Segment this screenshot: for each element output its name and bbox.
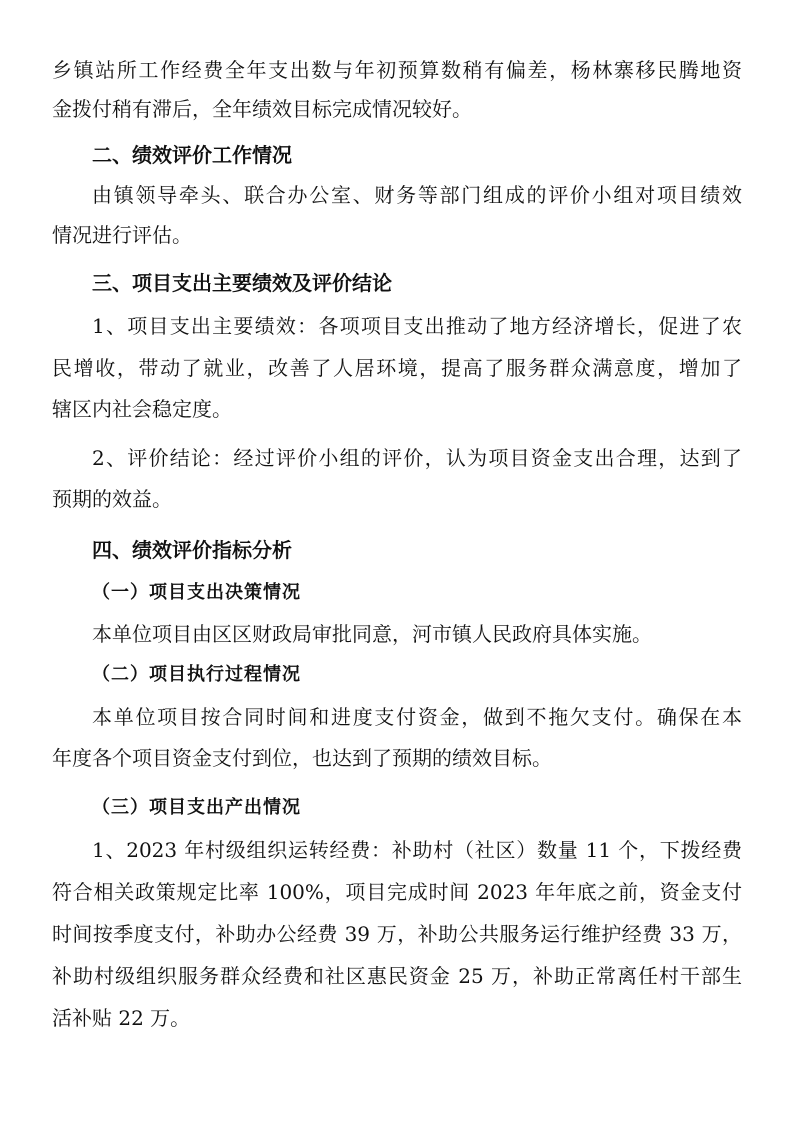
paragraph-line: 本单位项目由区区财政局审批同意，河市镇人民政府具体实施。 [92,622,652,646]
paragraph-line: 民增收，带动了就业，改善了人居环境，提高了服务群众满意度，增加了 [52,356,742,380]
paragraph-line: 1、2023 年村级组织运转经费：补助村（社区）数量 11 个，下拨经费 [92,838,742,862]
paragraph-line: 情况进行评估。 [52,223,192,247]
section-heading-3: 三、项目支出主要绩效及评价结论 [92,271,392,295]
paragraph-line: 辖区内社会稳定度。 [52,397,232,421]
section-heading-4: 四、绩效评价指标分析 [92,538,292,562]
paragraph-line: 活补贴 22 万。 [52,1006,191,1030]
paragraph-line: 符合相关政策规定比率 100%，项目完成时间 2023 年年底之前，资金支付 [52,880,742,904]
paragraph-line: 由镇领导牵头、联合办公室、财务等部门组成的评价小组对项目绩效 [92,183,742,207]
paragraph-line: 1、项目支出主要绩效：各项项目支出推动了地方经济增长，促进了农 [92,314,742,338]
paragraph-line: 2、评价结论：经过评价小组的评价，认为项目资金支出合理，达到了 [92,446,742,470]
paragraph-line: 年度各个项目资金支付到位，也达到了预期的绩效目标。 [52,746,552,770]
paragraph-line: 本单位项目按合同时间和进度支付资金，做到不拖欠支付。确保在本 [92,705,742,729]
paragraph-line: 金拨付稍有滞后，全年绩效目标完成情况较好。 [52,97,472,121]
paragraph-line: 时间按季度支付，补助办公经费 39 万，补助公共服务运行维护经费 33 万， [52,922,742,946]
section-heading-2: 二、绩效评价工作情况 [92,143,292,167]
subsection-heading-1: （一）项目支出决策情况 [92,582,301,603]
subsection-heading-2: （二）项目执行过程情况 [92,664,301,685]
paragraph-line: 乡镇站所工作经费全年支出数与年初预算数稍有偏差，杨林寨移民腾地资 [52,58,742,82]
paragraph-line: 补助村级组织服务群众经费和社区惠民资金 25 万，补助正常离任村干部生 [52,964,742,988]
subsection-heading-3: （三）项目支出产出情况 [92,797,301,818]
paragraph-line: 预期的效益。 [52,487,172,511]
